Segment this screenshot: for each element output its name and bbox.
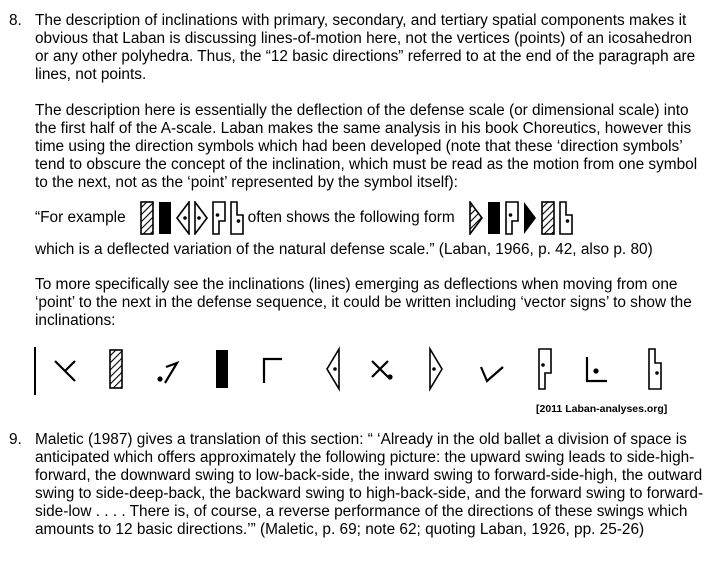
right-diamond-symbol — [194, 201, 208, 235]
item-8-paragraph-1: The description of inclinations with primary, secondary, and tertiary spatial components makes it obvious that Laban is discussing lines-of-motion here, not the vertices (points) of an icosahedron or any other polyhedra. Thus, the “12 basic directions” referred to at the end of the paragraph are lines, not points. — [35, 12, 696, 83]
left-diamond-symbol-3 — [325, 343, 341, 399]
backward-dot-symbol — [230, 201, 244, 235]
item-9-number: 9. — [9, 431, 22, 448]
right-black-arrow-symbol — [523, 201, 537, 235]
backward-dot-symbol-2 — [559, 201, 573, 235]
high-hatched-symbol-2 — [541, 201, 555, 235]
dot-arrow-vector-sign — [153, 343, 183, 399]
start-bar-symbol — [32, 343, 38, 399]
example-row — [35, 198, 575, 238]
forward-dot-symbol-3 — [537, 343, 553, 399]
deep-black-symbol-3 — [214, 343, 230, 399]
high-hatched-symbol-3 — [108, 343, 124, 399]
credit-label: [2011 Laban-analyses.org] — [536, 403, 668, 415]
item-8-paragraph-2: The description here is essentially the deflection of the defense scale (or dimensional scale) into the first half of the A-scale. Laban makes the same analysis in his book Choreutics, however this time using the direction symbols which had been developed (note that these ‘direction symbols’ tend to obscure the concept of the inclination, which must be read as the motion from one symbol to the next, not as the ‘point’ represented by the symbol itself): — [35, 102, 698, 191]
x-vector-sign — [51, 343, 79, 399]
example-mid-text: often shows the following form — [247, 209, 455, 226]
high-hatched-symbol — [140, 201, 154, 235]
left-diamond-symbol — [176, 201, 190, 235]
example-open-text: “For example — [35, 209, 126, 226]
dot-L-vector-sign — [583, 343, 611, 399]
forward-dot-symbol-2 — [505, 201, 519, 235]
vector-sign-sequence — [30, 343, 707, 399]
right-diamond-symbol-3 — [428, 343, 444, 399]
deep-black-symbol-2 — [487, 201, 501, 235]
item-8-paragraph-3: To more specifically see the inclinations (lines) emerging as deflections when moving from one ‘point’ to the next in the defense sequence, it could be written including ‘vector signs’ to show the inclinations: — [35, 276, 692, 329]
deep-black-symbol — [158, 201, 172, 235]
corner-vector-sign — [260, 343, 286, 399]
item-9-paragraph: Maletic (1987) gives a translation of this section: “ ‘Already in the old ballet a division of space is anticipated which offers approximately the following picture: the upward swing leads to side-high-forward, the downward swing to low-back-side, the inward swing to forward-side-high, the outward swing to side-deep-back, the backward swing to high-back-side, and the forward swing to forward-side-low . . . . There is, of course, a reverse performance of the directions of these swings which amounts to 12 basic directions.’” (Maletic, p. 69; note 62; quoting Laban, 1926, pp. 25-26) — [35, 431, 704, 538]
dot-x-vector-sign — [368, 343, 396, 399]
right-hatched-arrow-symbol — [469, 201, 483, 235]
item-8-example-close: which is a deflected variation of the natural defense scale.” (Laban, 1966, p. 42, also p. 80) — [35, 241, 653, 258]
item-8-number: 8. — [9, 12, 22, 29]
check-vector-sign — [477, 343, 507, 399]
backward-dot-symbol-3 — [647, 343, 663, 399]
forward-dot-symbol — [212, 201, 226, 235]
